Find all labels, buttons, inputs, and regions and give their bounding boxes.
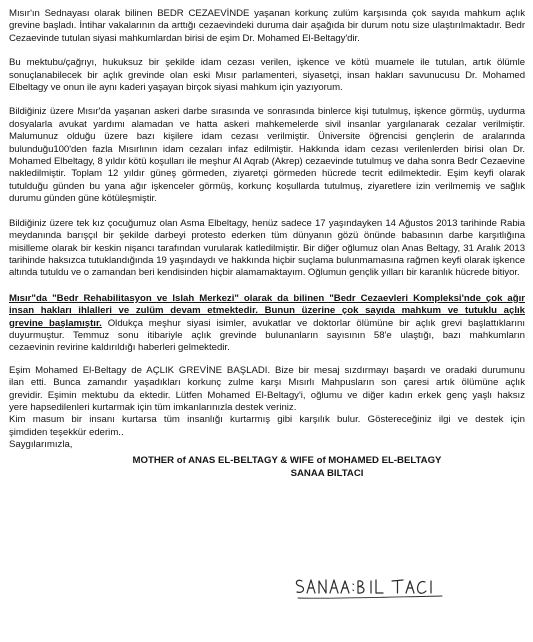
appeal-line-1: Eşim Mohamed El-Beltagy de AÇLIK GREVİNE BAŞLADI. Bize bir mesaj sızdırmayı başardı ve oradaki durumunu (9, 364, 525, 376)
appeal-line-4: yere hapsedilenleri kurtarmak için tüm imkanlarınızla destek veriniz. (9, 401, 297, 413)
appeal-line-3: grevidir. Eşimin mektubu da ektedir. Lütfen Mohamed El-Beltagy'i, oğlumu ve diğer kadın erkek genç yaşlı haksız (9, 389, 525, 401)
hunger-strike-line-1: Mısır"da "Bedr Rehabilitasyon ve Islah Merkezi" olarak da bilinen "Bedr Cezaevleri Kompleksi'nde çok ağır (9, 292, 525, 304)
signature-name: SANAA BILTACI (290, 467, 364, 479)
hunger-strike-line-4: duyurmuştur. Temmuz sonu itibariyle açlık grevinde bulunanların sayısının 58'e ulaştığı, bazı mahkumların (9, 329, 525, 341)
paragraph-intro: Mısır'ın Sednayası olarak bilinen BEDR CEZAEVİNDE yaşanan korkunç zulüm karşısında çok sayıda mahkum açlık grevine başladı. İntihar vakalarının da arttığı cezaevindeki duruma dair aşağıda bir durum notu size ulaştırılmaktadır. Bedr Cezaevinde tutulan siyasi mahkumlardan birisi de eşim Dr. Mohamed El-Beltagy'dir. (9, 8, 525, 44)
signature-title: MOTHER of ANAS EL-BELTAGY & WIFE of MOHAMED EL-BELTAGY (132, 454, 442, 466)
hunger-strike-line-2: insan hakları ihlalleri ve zulüm devam etmektedir. Bunun üzerine çok sayıda mahkum ve tutuklu açlık (9, 305, 525, 317)
appeal-line-5: Kim masum bir insanı kurtarsa tüm insanlığı kurtarmış gibi karşılık bulur. Göstereceğiniz ilgi ve destek için (9, 414, 525, 426)
closing-salutation: Saygılarımızla, (9, 439, 73, 451)
handwritten-signature (292, 572, 452, 602)
paragraph-children: Bildiğiniz üzere tek kız çocuğumuz olan Asma Elbeltagy, henüz sadece 17 yaşındayken 14 Ağustos 2013 tarihinde Rabia meydanında barışçıl bir şekilde darbeyi protesto ederken tüm dünyanın gözü önünde babasının darbe karşıtlığına misilleme olarak bir keskin nişancı tarafından vurularak katledilmiştir. Bir diğer oğlumuz olan Anas Beltagy, 31 Aralık 2013 tarihinde haksızca tutuklandığında 19 yaşındaydı ve hakkında hiçbir suçlama bulunmamasına rağmen keyfi olarak işkence altında tutuldu ve o zamandan beri kendisinden hiçbir alamamaktayım. Oğlumun gençlik yılları bir karanlık hücrede bitiyor. (9, 217, 525, 279)
hunger-strike-emphasis: grevine başlamıştır. (9, 317, 102, 329)
appeal-line-2: ilan etti. Bunca zamandır yaşadıkları korkunç zulme karşı Mısırlı Mahpusların son çaresi artık ölümüne açlık (9, 377, 525, 389)
paragraph-hunger-strike (9, 293, 525, 355)
paragraph-appeal (9, 365, 525, 452)
signature-block (9, 454, 525, 480)
hunger-strike-line-5: cezaevinin revirine kaldırıldığı haberleri gelmektedir. (9, 342, 230, 354)
hunger-strike-line-3 (9, 318, 525, 330)
paragraph-background: Bildiğiniz üzere Mısır'da yaşanan askeri darbe sırasında ve sonrasında binlerce kişi tutulmuş, işkence görmüş, uydurma dosyalarla avukat yardımı alamadan ve hatta askeri mahkemelerde sivil insanlar yargılanarak cezalar verilmiştir. Malumunuz olduğu üzere bazı kişilere idam cezası verilmiştir. Üniversite öğrencisi gençlerin de aralarında bulunduğu100'den fazla Mısırlının idam cezaları infaz edilmiştir. Hakkında idam cezası verilenlerden birisi olan Dr. Mohamed Elbeltagy, 8 yıldır kötü koşulları ile meşhur Al Aqrab (Akrep) cezaevinde tutulmuş ve daha sonra Bedr Cezaevine nakledilmiştir. Toplam 12 yıldır güneş görmeden, ziyaretçi görmeden hücrede tecrit edilmektedir. Eşim keyfi olarak tutulduğu günden bu yana ağır işkenceler görmüş, korkunç koşullarda tutulmuş, ziyaretlere izin verilmemiş ve sağlık durumu günden güne kötüleşmiştir. (9, 106, 525, 205)
hunger-strike-line-3-rest: Oldukça meşhur siyasi isimler, avukatlar ve doktorlar ölümüne bir açlık grevi başlattıklarını (101, 317, 526, 329)
paragraph-purpose: Bu mektubu/çağrıyı, hukuksuz bir şekilde idam cezası verilen, işkence ve kötü muamele ile tutulan, artık ölümle sonuçlanabilecek bir açlık grevinde olan eski Mısır parlamenteri, siyasetçi, insan hakları savunucusu Dr. Mohamed Elbeltagy ve onun ile aynı kaderi yaşayan birçok siyasi mahkum için yazıyorum. (9, 57, 525, 94)
appeal-line-6: şimdiden teşekkür ederim.. (9, 426, 124, 438)
